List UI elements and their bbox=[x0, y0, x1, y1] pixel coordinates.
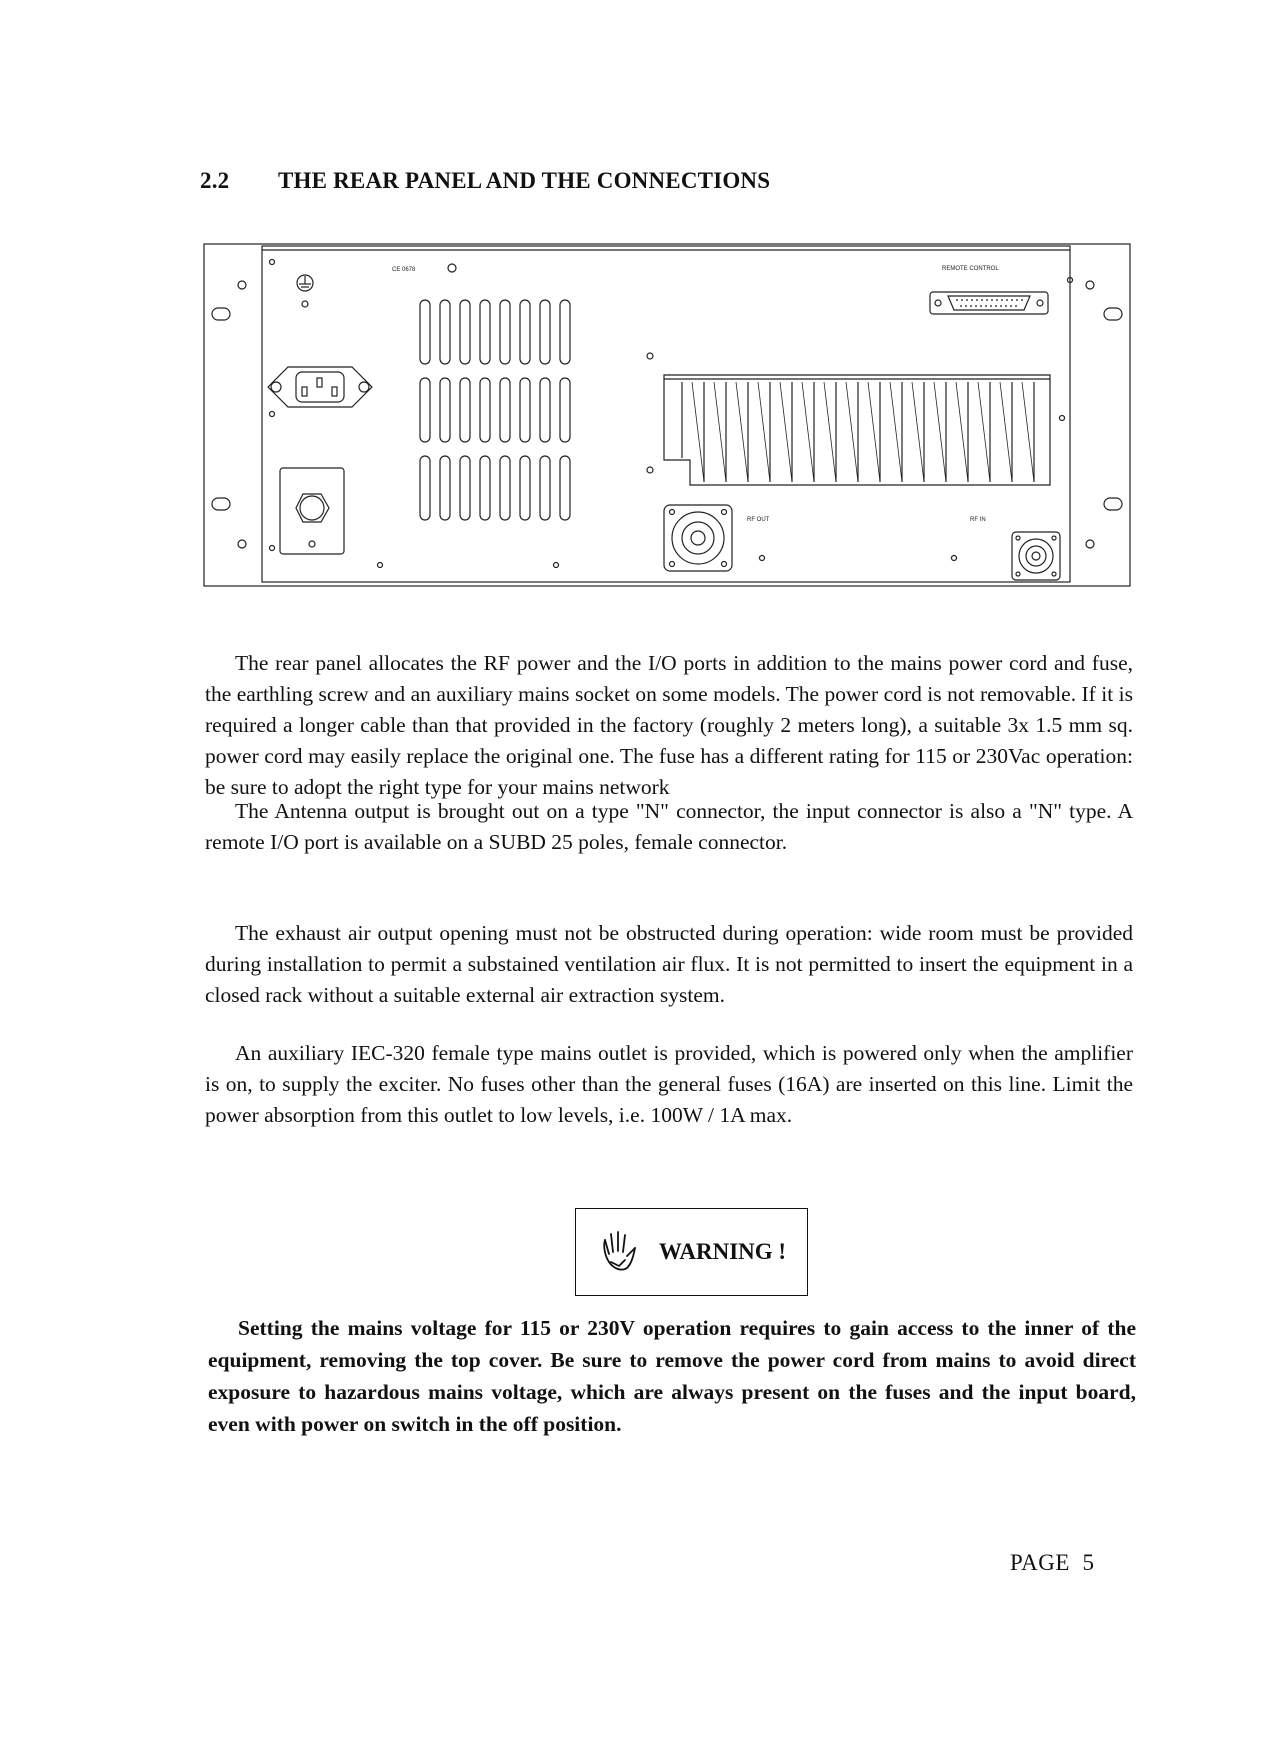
vent-slots bbox=[420, 300, 570, 520]
rack-slot bbox=[212, 498, 230, 510]
rack-slot bbox=[1104, 498, 1122, 510]
warning-text: Setting the mains voltage for 115 or 230V operation requires to gain access to the inner of the equipment, removing the top cover. Be sure to remove the power cord from mains to avoid direct exposure to hazardous mains voltage, which are always present on the fuses and the input board, even with power on switch in the off position. bbox=[208, 1316, 1136, 1436]
iec-mains-socket bbox=[268, 367, 372, 407]
rf-out-label: RF OUT bbox=[747, 517, 770, 523]
paragraph-exhaust-air: The exhaust air output opening must not be obstructed during operation: wide room must be provided during installation to permit a substained ventilation air flux. It is not permitted to insert the equipment in a closed rack without a suitable external air extraction system. bbox=[205, 921, 1133, 1007]
rack-slot bbox=[212, 308, 230, 320]
ground-terminal-icon bbox=[297, 275, 313, 291]
rear-panel-drawing bbox=[202, 240, 1132, 590]
section-title: THE REAR PANEL AND THE CONNECTIONS bbox=[278, 168, 771, 193]
marking-icon bbox=[448, 264, 456, 272]
hand-warning-icon bbox=[597, 1228, 641, 1276]
warning-box bbox=[575, 1208, 808, 1296]
page-number: PAGE 5 bbox=[1010, 1550, 1095, 1575]
remote-control-label: REMOTE CONTROL bbox=[942, 266, 999, 272]
paragraph-auxiliary-outlet: An auxiliary IEC-320 female type mains outlet is provided, which is powered only when the amplifier is on, to supply the exciter. No fuses other than the general fuses (16A) are inserted on this line. Limit the power absorption from this outlet to low levels, i.e. 100W / 1A max. bbox=[205, 1041, 1133, 1127]
rear-panel-figure bbox=[202, 240, 1132, 590]
heatsink-fins bbox=[664, 375, 1050, 485]
rack-slot bbox=[1104, 308, 1122, 320]
rf-out-n-connector bbox=[664, 505, 732, 571]
paragraph-rear-panel: The rear panel allocates the RF power and the I/O ports in addition to the mains power cord and fuse, the earthling screw and an auxiliary mains socket on some models. The power cord is not removable. If it is required a longer cable than that provided in the factory (roughly 2 meters long), a suitable 3x 1.5 mm sq. power cord may easily replace the original one. The fuse has a different rating for 115 or 230Vac operation: be sure to adopt the right type for your mains network bbox=[205, 651, 1133, 799]
warning-label: WARNING ! bbox=[658, 1239, 787, 1264]
ce-mark: CE 0678 bbox=[392, 267, 416, 273]
rf-in-label: RF IN bbox=[970, 517, 986, 523]
paragraph-antenna-output: The Antenna output is brought out on a type "N" connector, the input connector is also a "N" type. A remote I/O port is available on a SUBD 25 poles, female connector. bbox=[205, 799, 1133, 854]
section-number: 2.2 bbox=[200, 168, 230, 193]
rack-frame bbox=[204, 244, 1130, 586]
section-heading bbox=[200, 168, 770, 194]
rf-in-n-connector bbox=[1012, 532, 1060, 580]
auxiliary-mains-outlet bbox=[280, 468, 344, 554]
subd25-remote-connector bbox=[930, 292, 1048, 314]
